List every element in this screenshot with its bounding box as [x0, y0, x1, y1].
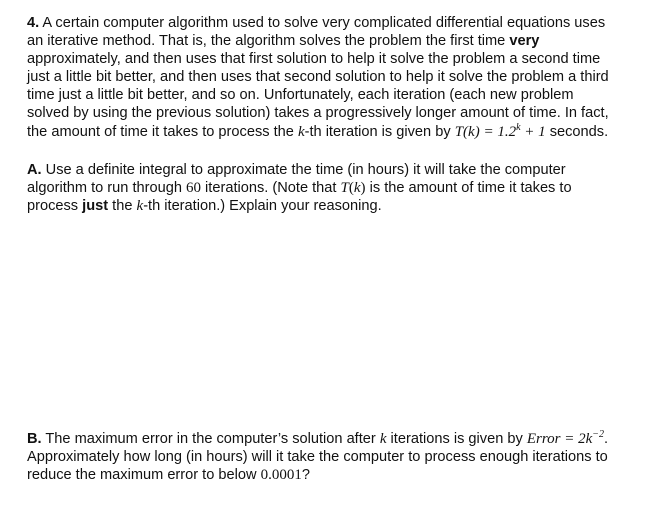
part-a-question [27, 161, 645, 215]
part-b-line-2: Approximately how long (in hours) will it take the computer to process enough iterations to [27, 449, 608, 466]
part-b-line-1: B. The maximum error in the computer’s solution after k iterations is given by Error = $2k^{-2}$. [27, 429, 609, 447]
problem-line-7: the amount of time it takes to process the k-th iteration is given by $T(k) = 1.2^k + 1$ seconds. [27, 121, 609, 140]
problem-line-4: just a little bit better, and then uses that second solution to help it solve the problem a third [27, 69, 609, 86]
problem-line-1: 4. A certain computer algorithm used to solve very complicated differential equations uses [27, 15, 606, 31]
part-b-label: B. [27, 431, 42, 447]
problem-number: 4. [27, 15, 40, 31]
part-b-line-3: reduce the maximum error to below 0.0001? [27, 467, 310, 484]
problem-statement [27, 14, 645, 141]
time-function-formula: $T(k) = 1.2^k + 1$ [454, 121, 546, 140]
problem-line-2: an iterative method. That is, the algorithm solves the problem the first time very [27, 33, 540, 50]
part-a-line-1: A. Use a definite integral to approximate the time (in hours) it will take the computer [27, 162, 566, 178]
part-b-question [27, 430, 645, 484]
problem-line-5: time just a little bit better, and so on. Unfortunately, each iteration (each new problem [27, 87, 574, 104]
error-formula: Error = $2k^{-2}$ [526, 429, 605, 447]
problem-line-6: solved by using the previous solution) takes a progressively longer amount of time. In fact, [27, 105, 609, 122]
part-a-line-2: algorithm to run through 60 iterations. (Note that T(k) is the amount of time it takes to [27, 180, 572, 197]
part-a-label: A. [27, 162, 42, 178]
problem-line-3: approximately, and then uses that first solution to help it solve the problem a second time [27, 51, 601, 68]
part-a-line-3: process just the k-th iteration.) Explain your reasoning. [27, 198, 382, 215]
